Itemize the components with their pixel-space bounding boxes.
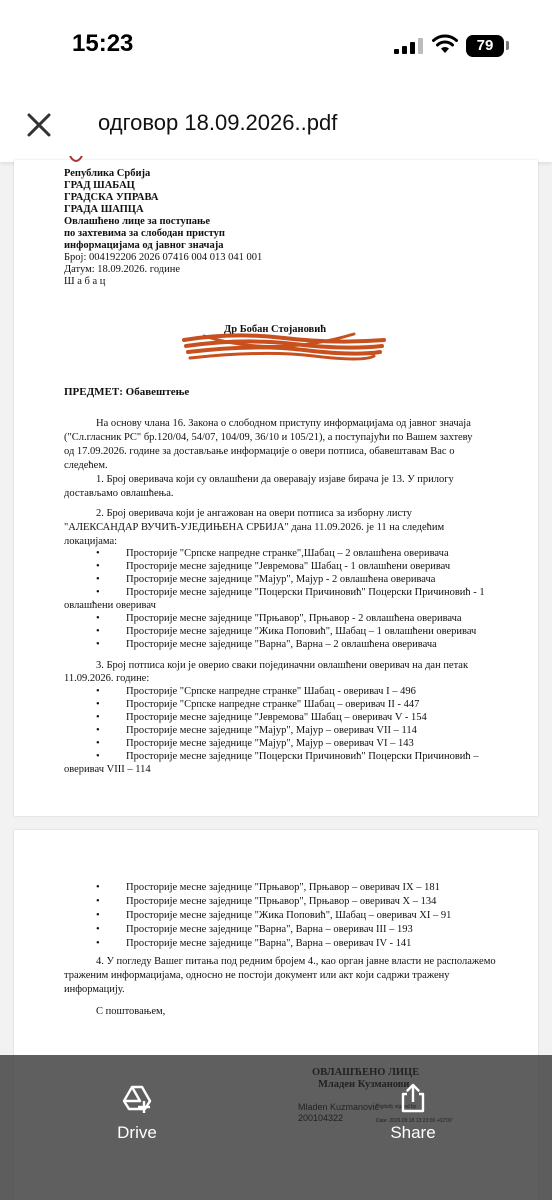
bullet-icon: •: [96, 613, 100, 624]
list-item: Просторије месне заједнице "Јевремова" Шабац – оверивач V - 154: [126, 712, 427, 723]
paragraph-line: 2. Број оверивача који је ангажован на овери потписа за изборну листу: [96, 508, 412, 519]
bullet-icon: •: [96, 910, 100, 921]
list-item: Просторије месне заједнице "Жика Поповић", Шабац – оверивач XI – 91: [126, 910, 452, 921]
paragraph-line: 1. Број оверивача који су овлашћени да оверавају изјаве бирача је 13. У прилогу: [96, 474, 454, 485]
paragraph-line: 11.09.2026. године:: [64, 673, 150, 684]
closing-greeting: С поштовањем,: [96, 1006, 166, 1017]
paragraph-line: следећем.: [64, 460, 108, 471]
list-item: овлашћени оверивач: [64, 600, 156, 611]
list-item: Просторије "Српске напредне странке",Шабац – 2 овлашћена оверивача: [126, 548, 449, 559]
digital-signature-note: Digitally signed by: [376, 1104, 417, 1110]
bullet-icon: •: [96, 924, 100, 935]
list-item: Просторије месне заједнице "Прњавор", Прњавор - 2 овлашћена оверивача: [126, 613, 462, 624]
bullet-icon: •: [96, 725, 100, 736]
header-line: Датум: 18.09.2026. године: [64, 264, 181, 275]
list-item: Просторије месне заједнице "Варна", Варна – 2 овлашћена оверивача: [126, 639, 437, 650]
header-line: ГРАДСКА УПРАВА: [64, 192, 159, 203]
header-line: ГРАДА ШАПЦА: [64, 204, 144, 215]
letter-subject: ПРЕДМЕТ: Обавештење: [64, 386, 190, 398]
share-label: Share: [390, 1123, 436, 1142]
header-line: Република Србија: [64, 168, 151, 179]
paragraph-line: од 17.09.2026. године за достављање информације о овери потписа, обавештавам Вас о: [64, 446, 455, 457]
bullet-icon: •: [96, 896, 100, 907]
digital-signer-id: 200104322: [298, 1113, 344, 1123]
paragraph-line: 3. Број потписа који је оверио сваки појединачни овлашћени оверивач на дан петак: [96, 660, 469, 671]
paragraph-line: На основу члана 16. Закона о слободном приступу информацијама од јавног значаја: [96, 418, 471, 429]
battery-cap: [506, 41, 509, 50]
header-line: по захтевима за слободан приступ: [64, 228, 225, 239]
bullet-icon: •: [96, 699, 100, 710]
digital-signature-date: Date: 2026.09.18 13:23:00 +02'00': [376, 1118, 453, 1124]
document-title: одговор 18.09.2026..pdf: [98, 110, 338, 135]
cellular-signal-icon: [394, 38, 424, 54]
bullet-icon: •: [96, 712, 100, 723]
bullet-icon: •: [96, 751, 100, 762]
bullet-icon: •: [96, 561, 100, 572]
paragraph-line: локацијама:: [64, 536, 118, 547]
bullet-icon: •: [96, 738, 100, 749]
paragraph-line: достављамо овлашћења.: [64, 488, 174, 499]
paragraph-line: ("Сл.гласник РС" бр.120/04, 54/07, 104/09, 36/10 и 105/21), а поступајући по Вашем захтеву: [64, 432, 473, 443]
header-line: Ш а б а ц: [64, 276, 106, 287]
drive-add-icon: [122, 1083, 152, 1113]
digital-signer-name: Mladen Kuzmanović: [298, 1102, 380, 1112]
redaction-scribble: [174, 328, 394, 362]
paragraph-line: "АЛЕКСАНДАР ВУЧИЋ-УЈЕДИЊЕНА СРБИЈА" дана 11.09.2026. је 11 на следећим: [64, 522, 445, 533]
list-item: Просторије месне заједнице "Прњавор", Прњавор – оверивач IX – 181: [126, 882, 440, 893]
signature-block: [0, 1055, 552, 1200]
signature-title: ОВЛАШЋЕНО ЛИЦЕ: [312, 1067, 420, 1078]
paragraph-line: траженим информацијама, односно не постоји документ или акт који садржи тражену: [64, 970, 450, 981]
list-item: Просторије месне заједнице "Варна", Варна – оверивач III – 193: [126, 924, 413, 935]
list-item: оверивач VIII – 114: [64, 764, 151, 775]
list-item: Просторије месне заједнице "Прњавор", Прњавор – оверивач X – 134: [126, 896, 437, 907]
bullet-icon: •: [96, 587, 100, 598]
wifi-icon: [432, 34, 458, 54]
share-button[interactable]: [376, 1081, 450, 1151]
recipient-name: Др Бобан Стојановић: [224, 324, 327, 335]
paragraph-line: 4. У погледу Вашег питања под редним бројем 4., као орган јавне власти не располажемо: [96, 956, 496, 967]
bullet-icon: •: [96, 548, 100, 559]
clock: 15:23: [72, 30, 134, 57]
list-item: Просторије месне заједнице "Поцерски Причиновић" Поцерски Причиновић - 1: [126, 587, 485, 598]
bottom-action-bar: [0, 1055, 552, 1200]
drive-label: Drive: [117, 1123, 157, 1142]
list-item: Просторије месне заједнице "Поцерски Причиновић" Поцерски Причиновић –: [126, 751, 479, 762]
list-item: Просторије месне заједнице "Варна", Варна – оверивач IV - 141: [126, 938, 412, 949]
header-line: информацијама од јавног значаја: [64, 240, 224, 251]
list-item: Просторије месне заједнице "Јевремова" Шабац - 1 овлашћени оверивач: [126, 561, 451, 572]
viewer-toolbar: [0, 88, 552, 162]
list-item: Просторије месне заједнице "Мајур", Мајур – оверивач VII – 114: [126, 725, 417, 736]
list-item: Просторије месне заједнице "Мајур", Мајур - 2 овлашћена оверивача: [126, 574, 436, 585]
bullet-icon: •: [96, 626, 100, 637]
paragraph-line: информацију.: [64, 984, 125, 995]
bullet-icon: •: [96, 686, 100, 697]
list-item: Просторије месне заједнице "Мајур", Мајур – оверивач VI – 143: [126, 738, 414, 749]
header-line: Број: 004192206 2026 07416 004 013 041 001: [64, 252, 263, 263]
header-line: ГРАД ШАБАЦ: [64, 180, 135, 191]
status-bar: [0, 0, 552, 88]
close-icon[interactable]: [24, 110, 54, 140]
bullet-icon: •: [96, 639, 100, 650]
bullet-icon: •: [96, 882, 100, 893]
drive-button[interactable]: [100, 1081, 174, 1151]
battery-indicator: 79: [466, 35, 504, 57]
share-icon: [398, 1083, 428, 1113]
coat-of-arms-icon: [68, 156, 84, 164]
pdf-page-1: [14, 160, 538, 816]
bullet-icon: •: [96, 574, 100, 585]
list-item: Просторије "Српске напредне странке" Шабац - оверивач I – 496: [126, 686, 416, 697]
list-item: Просторије месне заједнице "Жика Поповић", Шабац – 1 овлашћени оверивач: [126, 626, 477, 637]
header-line: Овлашћено лице за поступање: [64, 216, 211, 227]
bullet-icon: •: [96, 938, 100, 949]
signature-name: Младен Кузманови: [318, 1079, 410, 1090]
list-item: Просторије "Српске напредне странке" Шабац – оверивач II - 447: [126, 699, 420, 710]
